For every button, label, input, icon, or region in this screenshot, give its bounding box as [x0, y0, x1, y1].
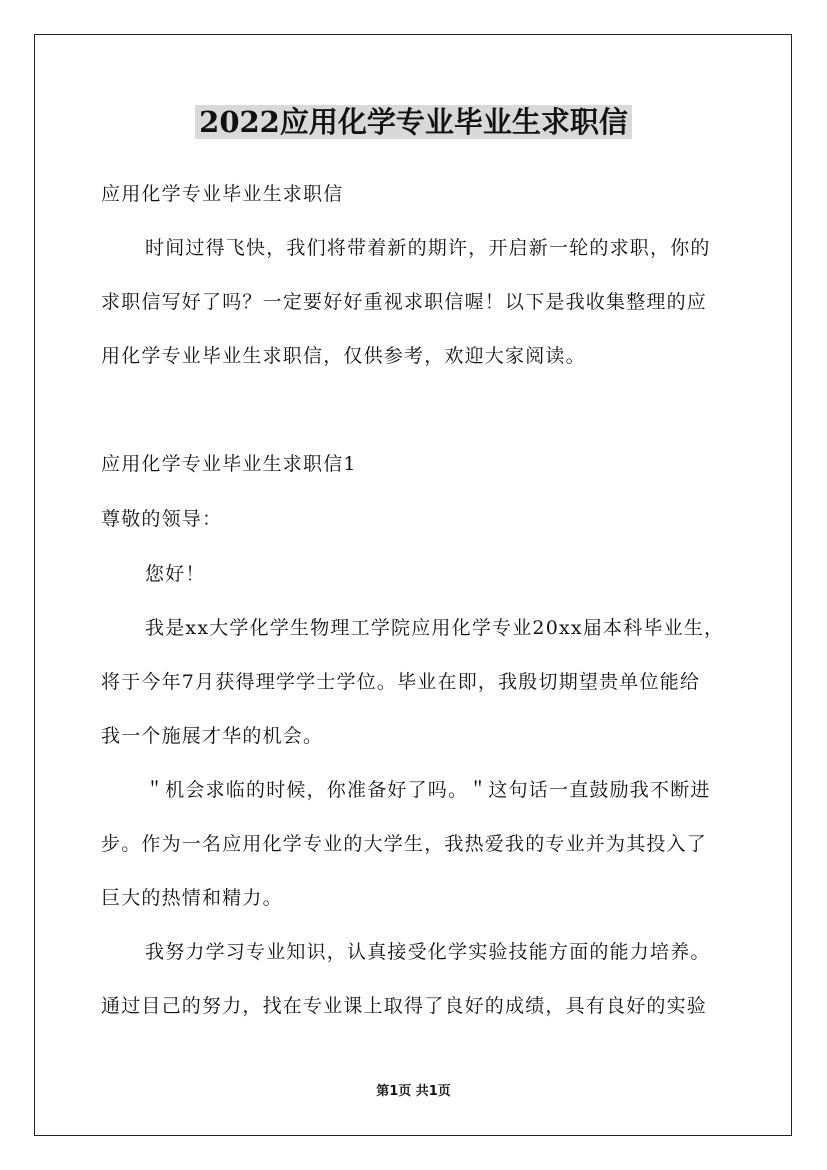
body-line-3: 我一个施展才华的机会。 — [101, 725, 324, 747]
body-line-4: ＂机会求临的时候，你准备好了吗。＂这句话一直鼓励我不断进 — [145, 779, 711, 801]
document-title-text: 2022应用化学专业毕业生求职信 — [195, 105, 632, 139]
document-title — [0, 100, 827, 144]
body-line-7: 我努力学习专业知识，认真接受化学实验技能方面的能力培养。 — [145, 941, 711, 963]
body-line-8: 通过目己的努力，找在专业课上取得了良好的成绩，具有良好的实验 — [101, 995, 708, 1017]
intro-line-3: 用化学专业毕业生求职信，仅供参考，欢迎大家阅读。 — [101, 345, 586, 367]
body-line-1: 我是xx大学化学生物理工学院应用化学专业20xx届本科毕业生， — [145, 617, 725, 639]
intro-line-2: 求职信写好了吗？一定要好好重视求职信喔！以下是我收集整理的应 — [101, 291, 708, 313]
body-line-6: 巨大的热情和精力。 — [101, 887, 283, 909]
body-line-5: 步。作为一名应用化学专业的大学生，我热爱我的专业并为其投入了 — [101, 833, 708, 855]
page-footer: 第1页 共1页 — [376, 1084, 451, 1099]
section-heading: 应用化学专业毕业生求职信1 — [101, 453, 357, 475]
document-subtitle: 应用化学专业毕业生求职信 — [101, 183, 344, 205]
greeting: 您好！ — [145, 563, 206, 585]
salutation: 尊敬的领导： — [101, 508, 223, 530]
intro-line-1: 时间过得飞快，我们将带着新的期许，开启新一轮的求职，你的 — [145, 237, 711, 259]
body-line-2: 将于今年7月获得理学学士学位。毕业在即，我殷切期望贵单位能给 — [101, 671, 701, 693]
